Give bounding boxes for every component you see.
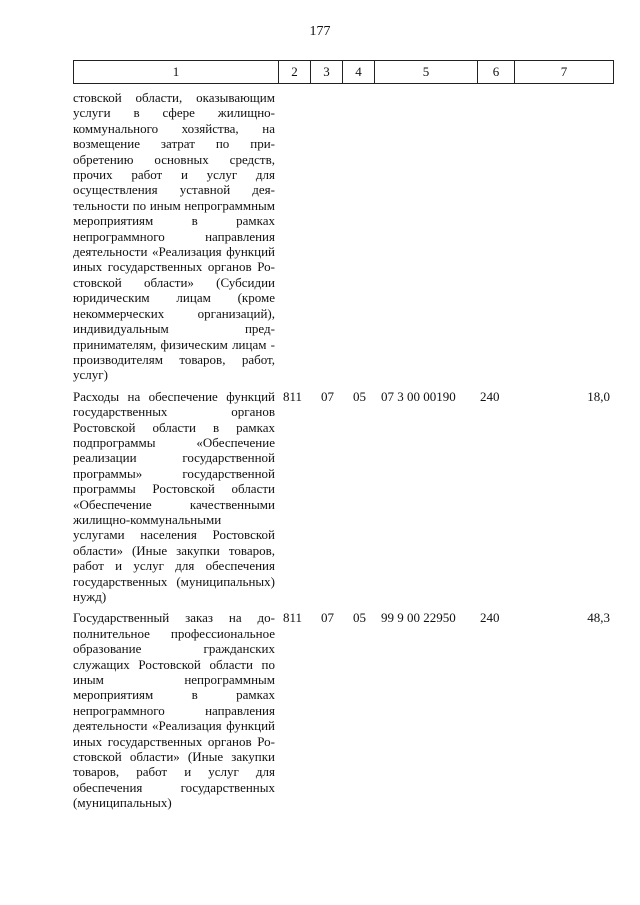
- column-header-table: [73, 60, 614, 84]
- row-subsection-code: 05: [353, 388, 366, 404]
- column-header-3: 3: [311, 61, 343, 84]
- row-section-code: 07: [321, 610, 334, 626]
- table-row: [73, 389, 613, 605]
- column-header-6: 6: [478, 61, 515, 84]
- page-number: 177: [309, 24, 331, 39]
- row-amount: 48,3: [587, 610, 610, 626]
- row-subsection-code: 05: [353, 610, 366, 626]
- column-header-7: 7: [515, 61, 614, 84]
- row-ministry-code: 811: [283, 388, 303, 404]
- column-header-2: 2: [279, 61, 311, 84]
- row-amount: 18,0: [587, 388, 610, 404]
- row-description: Государственный заказ на дополнительное профессиональное образование гражданских служащих Ростовской области по иным непрограммным мероприятиям в рамках непрограммного направления деятельности «Реализация функций иных государственных органов Ростовской области» (Иные закупки товаров, работ и услуг для обеспечения государственных (муниципальных): [73, 610, 275, 811]
- row-expense-type: 240: [480, 388, 500, 404]
- column-header-1: 1: [74, 61, 279, 84]
- budget-rows: [73, 90, 613, 817]
- row-ministry-code: 811: [283, 610, 303, 626]
- row-expense-type: 240: [480, 610, 500, 626]
- row-description: Расходы на обеспечение функций государственных органов Ростовской области в рамках подпрограммы «Обеспечение реализации государственной программы» государственной программы Ростовской области «Обеспечение качественными жилищно-коммунальными услугами населения Ростовской области» (Иные закупки товаров, работ и услуг для обеспечения государственных (муниципальных) нужд): [73, 388, 275, 604]
- row-description: стовской области, оказывающим услуги в сфере жилищно-коммунального хозяйства, на возмещение затрат по приобретению основных средств, прочих работ и услуг для осуществления уставной деятельности по иным непрограммным мероприятиям в рамках непрограммного направления деятельности «Реализация функций иных государственных органов Ростовской области» (Субсидии юридическим лицам (кроме некоммерческих организаций), индивидуальным предпринимателям, физическим лицам - производителям товаров, работ, услуг): [73, 90, 275, 383]
- column-header-row: [74, 61, 614, 84]
- row-section-code: 07: [321, 388, 334, 404]
- column-header-4: 4: [343, 61, 375, 84]
- column-header-5: 5: [375, 61, 478, 84]
- table-row: [73, 610, 613, 810]
- row-target-article: 99 9 00 22950: [381, 610, 456, 626]
- table-row: [73, 90, 613, 383]
- row-target-article: 07 3 00 00190: [381, 388, 456, 404]
